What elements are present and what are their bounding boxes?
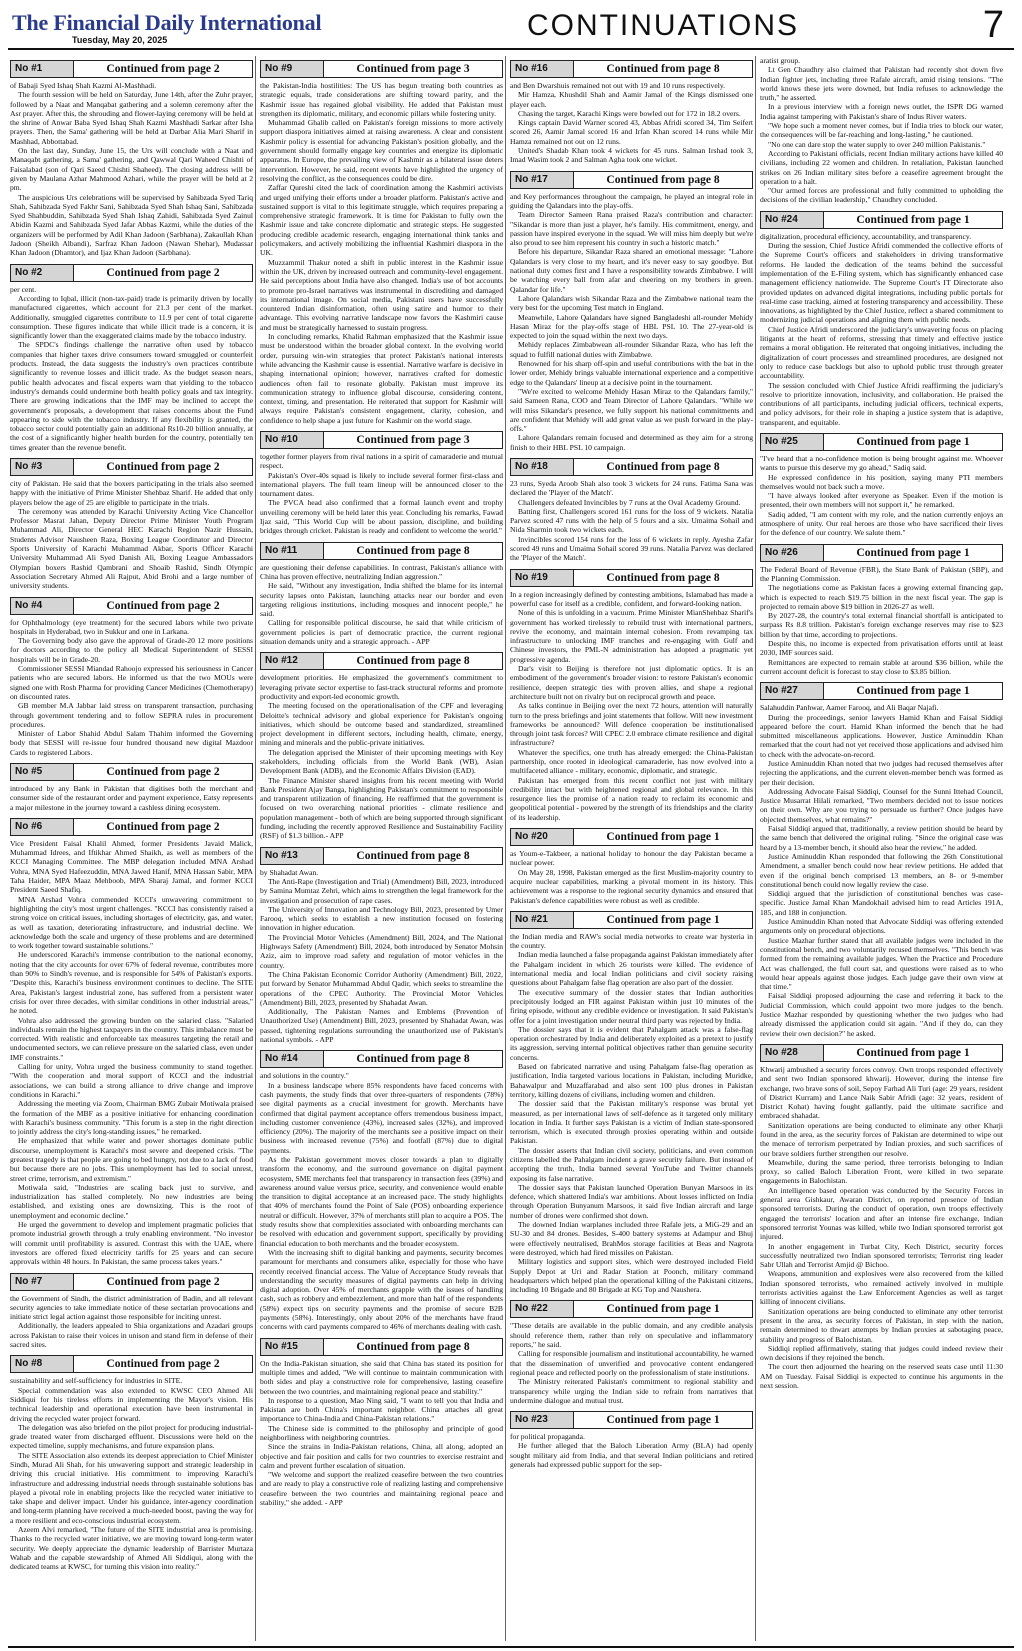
continuation-story: [10, 60, 253, 258]
story-paragraph: In a business landscape where 85% respondents have faced concerns with cash payments, the study finds that over three-quarters of respondents (78%) see digital payments as a crucial investment for growth. Merchants have confirmed that digital payment acceptance offers tremendous business impact, including customer convenience (43%), increased sales (32%), and improved efficiency (20%). The majority of the merchants see a positive impact on their business with increased revenue (75%) and footfall (87%) due to digital payments.: [260, 1080, 503, 1155]
story-paragraph: Azeem Alvi remarked, "The future of the SITE industrial area is promising. Thanks to the recycled water initiative, we are moving toward long-term water security. We deeply appreciate the dynamic leadership of Barrister Murtaza Wahab and the capable stewardship of Ahmed Ali Siddiqui, along with the dedicated teams at KWSC, for turning this vision into reality.": [10, 1525, 253, 1572]
story-body: [10, 81, 253, 258]
story-paragraph: Lahore Qalandars wish Sikandar Raza and the Zimbabwe national team the very best for the upcoming Test match in England.: [510, 293, 753, 313]
story-paragraph: The Ministry reiterated Pakistan's commitment to regional stability and transparency while urging the Indian side to refrain from narratives that undermine dialogue and mutual trust.: [510, 1377, 753, 1405]
story-body: [260, 563, 503, 647]
story-number: No #9: [261, 61, 324, 77]
story-body: [260, 81, 503, 425]
continued-label: Continued from page 1: [606, 1414, 720, 1427]
story-body: [760, 56, 1003, 205]
column-4: [760, 56, 1003, 1644]
story-paragraph: Zaffar Qureshi cited the lack of coordination among the Kashmiri activists and urged unifying their efforts under a broader platform. Pakistan's active and sustained support is vital to this legitimate struggle, which requires preparing a comprehensive strategic framework. It is time for Pakistan to fully own the Kashmir issue and take concrete diplomatic and strategic steps. He suggested producing credible academic research, engaging international think tanks and policymakers, and actively mobilizing the influential Kashmiri diaspora in the UK.: [260, 183, 503, 258]
story-number: No #3: [11, 459, 74, 475]
story-paragraph: aratist group.: [760, 56, 801, 65]
story-paragraph: "These details are available in the public domain, and any credible analysis should reference them, rather than rely on speculative and inflammatory reports," he said.: [510, 1321, 753, 1350]
story-header: [260, 542, 503, 560]
story-paragraph: Justice Mazhar further stated that all available judges were included in the constitutional bench, and two voluntarily recused themselves. "This bench was formed from the remaining available judges. When the Practice and Procedure Act was challenged, the full court sat, and questions were raised as to who would hear appeals against those judges. Each judge gave their own view at that time.": [760, 935, 1003, 992]
story-body: [760, 565, 1003, 677]
story-header: [510, 911, 753, 929]
story-header: [760, 433, 1003, 451]
column-1: [10, 56, 253, 1644]
story-body: [10, 784, 253, 812]
story-paragraph: digitalization, procedural efficiency, accountability, and transparency.: [760, 231, 972, 241]
story-paragraph: Motiwala said, "Industries are scaling back just to survive, and industrialization has stalled completely. No new industries are being established, and existing ones are downsizing. This is the root of unemployment and economic decline.": [10, 1182, 253, 1220]
story-body: [10, 618, 253, 757]
story-header: [10, 597, 253, 615]
story-paragraph: development priorities. He emphasized the government's commitment to leveraging private sector expertise to fast-track structural reforms and promote productivity and export-led economic growth.: [260, 673, 503, 701]
story-paragraph: "I've heard that a no-confidence motion is being brought against me. Whoever wants to pursue this deserve my go ahead," Sadiq said.: [760, 453, 1003, 473]
story-paragraph: Salahuddin Panhwar, Aamer Farooq, and Ali Baqar Najafi.: [760, 703, 939, 713]
continued-label: Continued from page 2: [106, 766, 220, 778]
story-body: [260, 868, 503, 1045]
story-header: [510, 1411, 753, 1429]
story-body: [760, 1065, 1003, 1390]
continuation-story: [260, 60, 503, 425]
story-paragraph: Additionally, the leaders appealed to Shia organizations and Azadari groups across Pakistan to raise their voices in unison and stand firm in defense of their sacred sites.: [10, 1321, 253, 1350]
story-paragraph: Justice Aminuddin Khan responded that following the 26th Constitutional Amendment, a smaller bench could now hear review petitions. He added that even if the original bench comprised 13 members, an 8- or 9-member constitutional bench could now legally review the case.: [760, 851, 1003, 889]
story-paragraph: In a region increasingly defined by contesting ambitions, Islamabad has made a powerful case for itself as a credible, confident, and forward-looking nation.: [510, 589, 753, 608]
story-paragraph: He expressed confidence in his position, saying many PTI members themselves would not back such a move.: [760, 472, 1003, 491]
story-paragraph: Remittances are expected to remain stable at around $36 billion, while the current account deficit is forecast to stay close to $3.85 billion.: [760, 657, 1003, 676]
continued-label: Continued from page 2: [106, 599, 220, 612]
story-paragraph: Additionally, The Pakistan Names and Emblems (Prevention of Unauthorized Use) (Amendment) Bill, 2023, presented by Shahadat Awan, was passed, tightening regulations surrounding the unauthorized use of Pakistan's national symbols. - APP: [260, 1007, 503, 1045]
story-paragraph: He underscored Karachi's immense contribution to the national economy, noting that the city accounts for over 67% of federal revenue, contributes more than 90% to Sindh's revenue, and is responsible for 54% of Pakistan's exports. "Despite this, Karachi's business environment continues to decline. The SITE Area, Pakistan's largest industrial zone, has suffered from a persistent water crisis for over three decades, with similar conditions in other industrial areas," he noted.: [10, 950, 253, 1016]
continued-label: Continued from page 2: [106, 266, 220, 279]
story-header: [260, 652, 503, 670]
story-paragraph: The negotiations come as Pakistan faces a growing external financing gap, which is expected to reach $19.75 billion in the next fiscal year. The gap is projected to remain above $19 billion in 2026-27 as well.: [760, 583, 1003, 611]
continued-label: Continued from page 2: [106, 820, 220, 833]
story-paragraph: MNA Arshad Vohra commended KCCI's unwavering commitment to highlighting the city's most urgent challenges. "KCCI has consistently raised a strong voice on critical issues, including shortages of electricity, gas, and water, as well as taxation, deteriorating infrastructure, and industrial decline. We acknowledge both the scale and urgency of these problems and are determined to work together toward sustainable solutions.": [10, 894, 253, 951]
issue-date: Tuesday, May 20, 2025: [72, 35, 168, 45]
continuation-story: [510, 1300, 753, 1405]
story-paragraph: He further alleged that the Baloch Liberation Army (BLA) had openly sought military aid from India, and that several Indian politicians and retired generals had expressed public support for the sep-: [510, 1441, 753, 1469]
story-body: [510, 1432, 753, 1469]
story-paragraph: The executive summary of the dossier states that Indian authorities precipitously lodged an FIR against Pakistan within just 10 minutes of the firing episode, without any credible evidence or investigation. It said Pakistan's offer for a joint investigation under neutral third party was rejected by India.: [510, 987, 753, 1025]
story-header: [260, 847, 503, 865]
story-paragraph: In concluding remarks, Khalid Rahman emphasized that the Kashmir issue must be understood within the broader global context. In the evolving world order, pursuing win-win strategies that protect Pakistan's national interests while advancing the Kashmir cause is essential. Narrative warfare is decisive in shaping international opinion; however, narratives crafted for domestic audiences often fail to resonate globally. Pakistan must improve its communication strategy to influence global discourse, considering content, context, timing, and presentation. He reiterated that support for Kashmir will always require Pakistan's consistent engagement, clarity, cohesion, and confidence to help shape a just future for Kashmir on the world stage.: [260, 332, 503, 425]
story-paragraph: the Indian media and RAW's social media networks to create war hysteria in the country.: [510, 931, 753, 951]
story-body: [10, 479, 253, 591]
story-body: [760, 703, 1003, 1038]
continuation-story: [760, 544, 1003, 677]
story-number: No #13: [261, 848, 324, 864]
continued-label: Continued from page 8: [606, 571, 720, 584]
continued-label: Continued from page 3: [356, 63, 470, 75]
story-number: No #12: [261, 653, 324, 669]
story-header: [260, 1338, 503, 1356]
continued-label: Continued from page 2: [106, 460, 220, 473]
story-paragraph: The dossier says that it is evident that Pahalgam attack was a false-flag operation orchestrated by India and deliberately exploited as a pretext to justify its aggression, serving internal political objectives rather than genuine security concerns.: [510, 1024, 753, 1062]
footer-rule: [8, 1646, 1014, 1648]
story-paragraph: Faisal Siddiqi argued that, traditionally, a review petition should be heard by the same bench that delivered the original ruling. "Since the original case was heard by a 13-member bench, it should also hear the review," he added.: [760, 824, 1003, 852]
story-paragraph: Pakistan's Over-40s squad is likely to include several former first-class and international players. The full team lineup will be announced closer to the tournament dates.: [260, 470, 503, 499]
story-number: No #18: [511, 459, 574, 475]
story-body: [10, 285, 253, 452]
continued-label: Continued from page 1: [856, 546, 970, 559]
story-paragraph: "No one can dare stop the water supply to over 240 million Pakistanis.": [768, 139, 986, 149]
story-paragraph: Justice Aminuddin Khan noted that Advocate Siddiqi was offering extended arguments only on procedural objections.: [760, 917, 1003, 936]
story-paragraph: Addressing the meeting via Zoom, Chairman BMG Zubair Motiwala praised the formation of the MBF as a positive initiative for enhancing coordination with Karachi's business community. "This forum is a step in the right direction to jointly address the city's long-standing issues," he remarked.: [10, 1099, 253, 1137]
story-number: No #14: [261, 1051, 324, 1067]
continuation-story: [760, 433, 1003, 538]
section-title: CONTINUATIONS: [526, 9, 800, 42]
story-body: [510, 932, 753, 1295]
continuation-story: [10, 597, 253, 757]
continued-label: Continued from page 8: [356, 1340, 470, 1353]
continued-label: Continued from page 1: [606, 1303, 720, 1316]
story-paragraph: In response to a question, Mao Ning said, "I want to tell you that India and Pakistan are both China's important neighbor. China attaches all great importance to China-India and China-Pakistan relations.": [260, 1395, 503, 1424]
story-paragraph: Justice Aminuddin Khan noted that two judges had recused themselves after rejecting the applications, and the current eleven-member bench was formed as per their decision.: [760, 759, 1003, 787]
story-paragraph: GB member M.A Jabbar laid stress on transparent transaction, purchasing through government tendering and to follow SEPRA rules in procurement procedures.: [10, 701, 253, 729]
story-paragraph: None of this is unfolding in a vacuum. Prime Minister MianShehbaz Sharif's government has worked tirelessly to rebuild trust with international partners, revive the economy, and maintain internal cohesion. From revamping tax infrastructure to unlocking IMF tranches and re-engaging with Gulf and Chinese investors, the PML-N administration has adopted a pragmatic yet progressive agenda.: [510, 608, 753, 664]
story-paragraph: On the India-Pakistan situation, she said that China has stated its position for multiple times and added, "We will continue to maintain communication with both sides and play a constructive role for comprehensive, lasting ceasefire between the two countries, and maintaining regional peace and stability.": [260, 1358, 503, 1396]
story-header: [10, 458, 253, 476]
story-paragraph: With the increasing shift to digital banking and payments, security becomes paramount for merchants and consumers alike, especially for those who have recently received financial access. The Value of Acceptance Study reveals that understanding the security measures of digital payments can help in driving digital adoption. Over 45% of merchants grapple with the issues of handling cash, such as robbery and embezzlement, and more than half of the respondents (58%) expect tips on security payments and the promise of secure B2B payments (58%). Interestingly, only about 20% of the merchants have fraud concerns with card payments compared to 46% of merchants dealing with cash.: [260, 1247, 503, 1332]
story-body: [260, 452, 503, 536]
story-paragraph: Military logistics and support sites, which were destroyed included Field Supply Depot at Uri and Radar Station at Poonch, military command headquarters which helped plan the operational killing of the Pakistani citizens, including 10 Brigade and 80 Brigade at KG Top and Naushera.: [510, 1257, 753, 1295]
story-number: No #7: [11, 1274, 74, 1290]
story-paragraph: The Federal Board of Revenue (FBR), the State Bank of Pakistan (SBP), and the Planning Commission.: [760, 564, 1003, 583]
story-paragraph: Weapons, ammunition and explosives were also recovered from the killed Indian sponsored terrorists, who remained actively involved in multiple terrorists activities against the Law Enforcement Agencies as well as target killing of innocent civilians.: [760, 1269, 1003, 1307]
continuation-story: [10, 818, 253, 1267]
story-paragraph: Kings captain David Warner scored 43, Abbas Afridi scored 34, Tim Seifert scored 26, Aamir Jamal scored 16 and Irfan Khan scored 14 runs while Mir Hamza remained not out on 12 runs.: [510, 118, 753, 146]
story-number: No #6: [11, 819, 74, 835]
continuation-story: [10, 1355, 253, 1571]
column-3: [510, 56, 753, 1644]
story-paragraph: The auspicious Urs celebrations will be supervised by Sahibzada Syed Tariq Shah, Sahibzada Syed Fakhr Sani, Sahibzada Syed Shah Ishaq Sani, Sahibzada Syed Shahbuddin, Sahibzada Syed Shah Ishaq Zahidi, Sahibzada Syed Zainul Abidin Kazmi and Sahibzada Syed Jafar Abbas Kazmi, while the duties of the organizers will be performed by Adil Khan Jadoon (Sarbhana), Zakaullah Khan Jadoon (Sheikh Albandi), Sarfraz Khan Jadoon (Nawan Shehar), Mudassar Khan Jadoon (Dhamtor), and Ijaz Khan Jadoon (Sarbhana).: [10, 192, 253, 258]
story-number: No #19: [511, 570, 574, 586]
story-paragraph: as Youm-e-Takbeer, a national holiday to honour the day Pakistan became a nuclear power.: [510, 849, 753, 868]
story-paragraph: The Finance Minister shared insights from his recent meeting with World Bank President Ajay Banga, highlighting Pakistan's commitment to responsible and transparent utilization of financing. He reaffirmed that the government is focused on two overarching national priorities - climate resilience and population management - both of which are being supported through significant funding, including the recently approved Resilience and Sustainability Facility (RSF) of $1.3 billion.- APP: [260, 775, 503, 841]
continued-label: Continued from page 2: [106, 63, 220, 75]
story-header: [760, 544, 1003, 562]
continued-label: Continued from page 8: [606, 173, 720, 186]
story-header: [260, 60, 503, 78]
continued-label: Continued from page 1: [856, 435, 970, 448]
story-header: [10, 1273, 253, 1291]
newspaper-name: The Financial Daily International: [12, 10, 322, 35]
story-number: No #28: [761, 1045, 824, 1061]
story-paragraph: Renowned for his sharp off-spin and useful contributions with the bat in the lower order, Mehidy brings valuable international experience and a competitive edge to the Qalandars' lineup at a decisive point in the tournament.: [510, 359, 753, 387]
continuation-story: [510, 1411, 753, 1469]
story-paragraph: Special commendation was also extended to KWSC CEO Ahmed Ali Siddiqui for his tireless efforts in implementing the Mayor's vision. His technical leadership and operational execution have been instrumental in driving the recycled water project forward.: [10, 1385, 253, 1423]
continuation-story: [260, 652, 503, 840]
story-paragraph: Calling for responsible political discourse, he said that while criticism of government policies is part of democratic practice, the current regional situation demands unity and a strategic approach. - APP: [260, 618, 503, 647]
story-paragraph: The SPDC's findings challenge the narrative often used by tobacco companies that higher taxes drive consumers toward smuggled or counterfeit products. Instead, the data suggests the industry's own practices contribute significantly to revenue losses and illicit trade. As the budget season nears, public health advocates and fiscal experts warn that yielding to the tobacco industry's demands could undermine both health policy goals and tax integrity. There are growing indications that the IMF may be inclined to accept the government's proposals, a development that raises concerns about the Fund appearing to side with the tobacco industry. If any flexibility is granted, the tobacco sector could potentially gain an additional Rs10-20 billion annually, at the cost of a significantly higher health burden for the country, potentially ten times greater than the revenue benefit.: [10, 340, 253, 452]
continued-label: Continued from page 8: [356, 1053, 470, 1066]
story-paragraph: and Ben Dwarshuis remained not out with 19 and 10 runs respectively.: [510, 81, 726, 90]
story-paragraph: He emphasized that while water and power shortages dominate public discourse, unemployment is Karachi's most severe and deepened crisis. "The greatest tragedy is that people are going to bed hungry, not due to a lack of food but because there are no jobs. This unemployment has led to social unrest, street crime, terrorism, and extremism.": [10, 1136, 253, 1183]
story-paragraph: An intelligence based operation was conducted by the Security Forces in general area Gishkaur, Awaran District, on reported presence of Indian sponsored terrorists. During the conduct of operation, own troops effectively engaged the terrorists' location and after an intense fire exchange, Indian sponsored terrorist Younas was killed, while two Indian sponsored terrorist got injured.: [760, 1185, 1003, 1242]
story-header: [10, 60, 253, 78]
continuation-story: [760, 211, 1003, 427]
continuation-story: [10, 763, 253, 812]
story-paragraph: Whatever the specifics, one truth has already emerged: the China-Pakistan partnership, once rooted in ideological camaraderie, has now evolved into a multifaceted alliance - military, economic, diplomatic, and strategic.: [510, 747, 753, 776]
story-body: [510, 479, 753, 563]
continuation-story: [760, 1044, 1003, 1390]
story-paragraph: Muhammad Ghalib called on Pakistan's foreign missions to more actively support diaspora initiatives aimed at raising awareness. A clear and consistent Kashmir policy is essential for advancing Pakistan's position globally, and the government should formally engage key countries and energize its diplomatic apparatus. In Europe, the prevailing view of Kashmir as a bilateral issue deters intervention. However, he said, recent events have highlighted the urgency of resolving the conflict, as the consequences could be dire.: [260, 118, 503, 183]
story-paragraph: introduced by any Bank in Pakistan that digitises both the merchant and consumer side of the restaurant order and payment experience, Eatsy represents a major milestone in the journey toward a cashless dining ecosystem.: [10, 784, 253, 812]
continued-label: Continued from page 8: [356, 655, 470, 668]
story-number: No #8: [11, 1356, 74, 1372]
story-paragraph: "We're excited to welcome Mehidy Hasan Miraz to the Qalandars family," said Sameen Rana, COO and Team Director of Lahore Qalandars. "While we will miss Sikandar's presence, we fully support his national commitments and are confident that Mehidy will add great value as we push forward in the play-offs.": [510, 386, 753, 434]
story-paragraph: The China Pakistan Economic Corridor Authority (Amendment) Bill, 2022, put forward by Senator Muhammad Abdul Qadir, which seeks to streamline the operations of the CPEC Authority. The Provincial Motor Vehicles (Amendment) Bill, 2023, presented by Shahadat Awan.: [260, 969, 503, 1007]
column-divider: [755, 56, 756, 1641]
story-header: [10, 1355, 253, 1373]
story-paragraph: According to Pakistani officials, recent Indian military actions have killed 40 civilians, including 22 women and children. In retaliation, Pakistan launched strikes on 26 Indian military sites before a ceasefire agreement brought the operation to a halt.: [760, 148, 1003, 186]
story-header: [260, 431, 503, 449]
story-paragraph: Calling for responsible journalism and institutional accountability, he warned that the dissemination of unverified and provocative content endangered regional peace and reflected poorly on the professionalism of state institutions.: [510, 1349, 753, 1377]
story-number: No #17: [511, 172, 574, 188]
story-paragraph: Commissioner SESSI Miandad Rahoojo expressed his seriousness in Cancer patients who are secured labors. He informed us that the two MOUs were signed one with Rosh Pharma for providing Cancer Medicines (Chemotherapy) on discounted rates.: [10, 664, 253, 701]
story-paragraph: On the last day, Sunday, June 15, the Urs will conclude with a Naat and Manaqabt gathering, a Sama' gathering, and Qawwal Qari Waheed Chishti of Faisalabad (son of Qari Saeed Chishti Shaheed). The closing address will be given by Maulana Azhar Mahmood Azhari, while the prayer will be held at 2 pm.: [10, 146, 253, 193]
story-number: No #22: [511, 1301, 574, 1317]
continuation-story: [760, 682, 1003, 1038]
story-paragraph: The Anti-Rape (Investigation and Trial) (Amendment) Bill, 2023, introduced by Samina Mumtaz Zehri, which aims to strengthen the legal framework for the investigation and prosecution of rape cases.: [260, 876, 503, 905]
story-paragraph: The PVCA head also confirmed that a formal launch event and trophy unveiling ceremony will be held later this year. Concluding his remarks, Fawad Ijaz said, "This World Cup will be about passion, discipline, and building bridges through cricket. Pakistan is ready and confident to welcome the world.": [260, 498, 503, 536]
story-header: [510, 171, 753, 189]
story-paragraph: Despite this, no income is expected from privatisation efforts until at least 2030, IMF sources said.: [760, 639, 1003, 658]
continued-label: Continued from page 1: [856, 1046, 970, 1059]
story-paragraph: Indian media launched a false propaganda against Pakistan immediately after the Pahalgam incident in which 26 tourists were killed. The evidence of international media and local Indian politicians and civil society raising questions about Pahalgam false flag operation are also part of the dossier.: [510, 950, 753, 988]
story-header: [510, 1300, 753, 1318]
story-number: No #20: [511, 829, 574, 845]
story-paragraph: The downed Indian warplanes included three Rafale jets, a MiG-29 and an SU-30 and 84 drones. Besides, S-400 battery systems at Adampur and Bhuj were effectively neutralised, BrahMos storage facilities at Beas and Nagrota were destroyed, which had fired missiles on Pakistan.: [510, 1220, 753, 1257]
continuation-story: [510, 458, 753, 563]
story-paragraph: According to Iqbal, illicit (non-tax-paid) trade is primarily driven by locally manufactured cigarettes, which account for 21.3 per cent of the market. Additionally, smuggled cigarettes contribute to 11.9 per cent of total cigarette consumption. These figures indicate that while illicit trade is a concern, it is significantly lower than the exaggerated claims made by the tobacco industry.: [10, 293, 253, 341]
story-paragraph: He urged the government to develop and implement pragmatic policies that promote industrial growth through a truly enabling environment. "No investor will commit until profitability is assured. Contrast this with the UAE, where investors are offered fixed electricity tariffs for 25 years and can secure approvals within 48 hours. In Pakistan, the same process takes years.": [10, 1220, 253, 1267]
story-number: No #21: [511, 912, 574, 928]
continued-label: Continued from page 1: [606, 913, 720, 926]
story-paragraph: The delegation was also briefed on the pilot project for producing industrial-grade treated water from discharged effluent. Discussions were held on the expected timeline, supply mechanisms, and future expansion plans.: [10, 1422, 253, 1451]
story-paragraph: Chasing the target, Karachi Kings were bowled out for 172 in 18.2 overs.: [518, 108, 741, 118]
story-paragraph: During the session, Chief Justice Afridi commended the collective efforts of the Supreme Court's officers and stakeholders in driving transformative reforms. He lauded the dedication of the teams behind the successful implementation of the E-Filing system, which has significantly enhanced case management efficiency nationwide. The Supreme Court's IT Directorate also provided updates on advanced digital integrations, including public portals for real-time case tracking, aimed at fostering transparency and accessibility. These innovations, as highlighted by the Chief Justice, reflect a shared commitment to modernizing judicial operations and aligning them with public needs.: [760, 241, 1003, 325]
story-number: No #24: [761, 212, 824, 228]
story-paragraph: Vohra also addressed the growing burden on the salaried class. "Salaried individuals remain the highest taxpayers in the country. This imbalance must be corrected. With realistic and enforceable tax measures targeting the retail and undocumented sectors, we can relieve pressure on the salaried class, even under IMF constraints.": [10, 1015, 253, 1062]
story-paragraph: Mir Hamza, Khushdil Shah and Aamir Jamal of the Kings dismissed one player each.: [510, 90, 753, 109]
story-header: [760, 682, 1003, 700]
story-number: No #15: [261, 1339, 324, 1355]
story-paragraph: Challengers defeated Invincibles by 7 runs at the Oval Academy Ground.: [518, 497, 741, 507]
story-paragraph: Muzzammil Thakur noted a shift in public interest in the Kashmir issue within the UK, driven by increased outreach and community-level engagement. He said perceptions about India have also changed. India's use of bot accounts to promote pro-Israel narratives was instrumental in discrediting and damaged its international image. On social media, Pakistani users have successfully countered Indian disinformation, often using satire and humor to their advantage. This evolving narrative landscape now favors the Kashmiri cause and must be strategically harnessed to sustain progress.: [260, 257, 503, 332]
continuation-story: [260, 1338, 503, 1508]
story-number: No #11: [261, 543, 324, 559]
story-body: [10, 839, 253, 1267]
continuation-story: [10, 1273, 253, 1350]
story-body: [260, 1071, 503, 1331]
story-paragraph: The Provincial Motor Vehicles (Amendment) Bill, 2024, and The National Highways Safety (Amendment) Bill, 2024, both introduced by Senator Mohsin Aziz, aim to improve road safety and regulation of motor vehicles in the country.: [260, 932, 503, 970]
story-paragraph: Before his departure, Sikandar Raza shared an emotional message: "Lahore Qalandars is very close to my heart, and it's never easy to say goodbye. But national duty comes first and I have a responsibility towards Zimbabwe. I will be watching every ball from afar and cheering on my brothers in green. Qalandar for life.": [510, 247, 753, 294]
continuation-story: [10, 264, 253, 452]
story-paragraph: Calling for unity, Vohra urged the business community to stand together. "With the cooperation and moral support of KCCI and the industrial associations, we can build a strong alliance to drive change and improve conditions in Karachi.": [10, 1062, 253, 1099]
story-paragraph: The session concluded with Chief Justice Afridi reaffirming the judiciary's resolve to prioritize innovation, inclusivity, and collaboration. He praised the contributions of all participants, including judicial officers, technical experts, and policy advisors, for their role in shaping a justice system that is adaptive, transparent, and equitable.: [760, 380, 1003, 427]
story-body: [10, 1294, 253, 1350]
story-paragraph: The court then adjourned the hearing on the reserved seats case until 11:30 AM on Tuesday. Faisal Siddiqi is expected to continue his arguments in the next session.: [760, 1362, 1003, 1390]
story-paragraph: By 2027-28, the country's total external financial shortfall is anticipated to surpass Rs 8.8 trillion. Pakistan's foreign exchange reserves may rise to $23 billion by that time, according to projections.: [760, 611, 1003, 639]
story-paragraph: sustainability and self-sufficiency for industries in SITE.: [10, 1376, 183, 1386]
story-header: [510, 569, 753, 587]
masthead: [8, 4, 1014, 46]
continuation-story: [510, 569, 753, 822]
masthead-rule: [8, 48, 1014, 50]
story-paragraph: The Chinese side is committed to the philosophy and principle of good neighborliness with neighboring countries.: [260, 1423, 503, 1442]
story-body: [510, 81, 753, 165]
story-paragraph: Addressing Advocate Faisal Siddiqi, Counsel for the Sunni Ittehad Council, Justice Musarrat Hilali remarked, "Two members decided not to issue notices on their own. Why are you trying to persuade us further? Once judges have objected themselves, what remains?": [760, 786, 1003, 824]
story-paragraph: of Babaji Syed Ishaq Shah Kazmi Al-Mashhadi.: [10, 81, 157, 90]
story-paragraph: Based on fabricated narrative and using Pahalgam false-flag operation as justification, India targeted various locations in Pakistan, including Muridke, Bahawalpur and Muzaffarabad and also sent 100 plus drones in Pakistan territory, killing dozens of civilians, including women and children.: [510, 1062, 753, 1099]
story-paragraph: Mehidy replaces Zimbabwean all-rounder Sikandar Raza, who has left the squad to fulfill national duties with Zimbabwe.: [510, 340, 753, 359]
continuation-story: [10, 458, 253, 591]
story-paragraph: The meeting focused on the operationalisation of the CPF and leveraging Deloitte's technical advisory and global experience for Pakistan's ongoing initiatives, which should be outcome based and standardized, streamlined project development in different sectors, including health, climate, energy, mining and minerals and the public-private initiatives.: [260, 701, 503, 748]
story-paragraph: Meanwhile, during the same period, three terrorists belonging to Indian proxy, so called Baloch Liberation Front, were killed in two separate engagements in Balochistan.: [760, 1157, 1003, 1186]
story-paragraph: for political propaganda.: [510, 1432, 585, 1442]
story-paragraph: Siddiqi replied affirmatively, stating that judges could indeed review their own decisions if they rejoined the bench.: [760, 1343, 1003, 1363]
story-paragraph: for Ophthalmology (eye treatment) for the secured labors while two private hospitals in Hyderabad, two in Sukkur and one in Larkana.: [10, 617, 253, 636]
story-paragraph: and solutions in the country.": [260, 1071, 349, 1081]
story-paragraph: and Key performances throughout the campaign, he played an integral role in guiding the Qalandars into the play-offs.: [510, 191, 753, 210]
continued-label: Continued from page 3: [356, 433, 470, 446]
story-paragraph: During the proceedings, senior lawyers Hamid Khan and Faisal Siddiqi appeared before the court. Hamid Khan informed the bench that he had submitted miscellaneous applications. However, Justice Aminuddin Khan remarked that the court had not yet received those applications and advised him to check with the advocate-on-record.: [760, 712, 1003, 759]
story-paragraph: He said, "Without any investigation, India shifted the blame for its internal security lapses onto Pakistan, launching attacks near our border and even targeting religious institutions, including mosques and innocent people," he said.: [260, 581, 503, 619]
story-number: No #4: [11, 598, 74, 614]
story-paragraph: The Governing body also gave the approval of Grade-20 12 more positions for doctors according to the policy all Medical Superintendent of SESSI hospitals will be in Grade-20.: [10, 636, 253, 664]
story-paragraph: Sanitization operations are being conducted to eliminate any other terrorist present in the area, as security forces of Pakistan, in step with the nation, remain determined to thwart attempts by Indian proxies at sabotaging peace, stability and progress of Balochistan.: [760, 1306, 1003, 1344]
story-paragraph: Minister of Labor Shahid Abdul Salam Thahim informed the Governing body that SESSI will re-issue four hundred thousand new digital Mazdoor Cards to registered Labors.: [10, 729, 253, 757]
story-paragraph: Chief Justice Afridi underscored the judiciary's unwavering focus on placing litigants at the heart of reforms, stressing that timely and effective justice remains a moral obligation. He reiterated that ongoing initiatives, including the digitalization of court processes and streamlined procedures, are designed not only to reduce case backlogs but also to uphold public trust through greater accountability.: [760, 324, 1003, 381]
story-paragraph: are questioning their defense capabilities. In contrast, Pakistan's alliance with China has proven effective, neutralizing Indian aggression.": [260, 562, 503, 581]
continued-label: Continued from page 8: [606, 460, 720, 473]
story-paragraph: Team Director Sameen Rana praised Raza's contribution and character: "Sikandar is more than just a player, he's family. His commitment, energy, and passion have inspired everyone in the squad. We will miss him deeply but we're also proud to see him represent his country in such a historic match.": [510, 210, 753, 248]
continued-label: Continued from page 1: [606, 831, 720, 844]
story-body: [260, 1359, 503, 1508]
story-paragraph: 23 runs, Syeda Aroob Shah also took 3 wickets for 24 runs. Fatima Sana was declared the 'Player of the Match'.: [510, 478, 753, 498]
continuation-story: [260, 1050, 503, 1331]
story-paragraph: Since the strains in India-Pakistan relations, China, all along, adopted an objective and fair position and calls for two countries to exercise restraint and calm and prevent further escalation of situation.: [260, 1442, 503, 1470]
story-header: [10, 763, 253, 781]
story-paragraph: In a previous interview with a foreign news outlet, the ISPR DG warned India against tampering with Pakistan's share of Indus River waters.: [760, 102, 1003, 121]
story-paragraph: The dossier said that the Pakistan military's response was brutal yet measured, as per international laws of self-defence as it targeted only military location in India. It further says Pakistan is a victim of Indian state-sponsored terrorism, which is executed through proxies operating within and outside Pakistan.: [510, 1099, 753, 1146]
continued-label: Continued from page 8: [356, 849, 470, 862]
story-header: [760, 1044, 1003, 1062]
story-number: No #16: [511, 61, 574, 77]
story-paragraph: Pakistan has emerged from this recent conflict not just with military credibility intact but with heightened regional and global relevance. In this resurgence lies the promise of a nation ready to reclaim its economic and geopolitical potential - powered by the strength of its friendships and the clarity of its leadership.: [510, 775, 753, 822]
continued-label: Continued from page 1: [856, 213, 970, 226]
story-number: No #25: [761, 434, 824, 450]
story-paragraph: The University of Innovation and Technology Bill, 2023, presented by Umer Farooq, which seeks to establish a new institution focused on fostering innovation in higher education.: [260, 904, 503, 933]
column-2: [260, 56, 503, 1644]
story-number: No #1: [11, 61, 74, 77]
story-body: [510, 192, 753, 452]
story-body: [760, 232, 1003, 427]
story-paragraph: Vice President Faisal Khalil Ahmed, former Presidents Javaid Malick, Muhammad Idrees, and Iftikhar Ahmed Shaikh, as well as members of the KCCI Managing Committee. The MBP delegation included MNA Arshad Vohra, MNA Syed Hafeezuddin, MNA Jawed Hanif, MNA Hassan Sabir, MPA Taha Haider, MPA Maaz Mehboob, MPA Sharaj Jamal, and former KCCI President Saeed Shafiq.: [10, 838, 253, 895]
continuation-story: [260, 431, 503, 536]
story-body: [510, 590, 753, 822]
continuation-story: [760, 56, 1003, 205]
story-paragraph: The dossier asserts that Indian civil society, politicians, and even common citizens labelled the Pahalgam incident a grave security failure. But instead of accepting the truth, India banned several YouTube and Twitter channels exposing its false narrative.: [510, 1145, 753, 1183]
story-paragraph: together former players from rival nations in a spirit of camaraderie and mutual respect.: [260, 451, 503, 471]
story-header: [760, 211, 1003, 229]
story-paragraph: Batting first, Challengers scored 161 runs for the loss of 9 wickets. Natalia Parvez scored 47 runs with the help of 5 fours and a six. Umaima Sohail and Nida Sharmin took two wickets each.: [510, 506, 753, 535]
story-body: [510, 1321, 753, 1405]
story-paragraph: The dossier says that Pakistan launched Operation Bunyan Marsoos in its defence, which shattered India's war ambitions. About losses inflicted on India through Operation Bunyanum Marsoos, it said five Indian aircraft and large number of drones were confirmed shot down.: [510, 1182, 753, 1220]
story-paragraph: city of Pakistan. He said that the boxers participating in the trials also seemed happy with the initiative of Prime Minister Shehbaz Sharif. He added that only players below the age of 25 are eligible to participate in the trials.: [10, 478, 253, 507]
story-header: [10, 264, 253, 282]
continuation-story: [510, 60, 753, 165]
story-paragraph: Sanitization operations are being conducted to eliminate any other Kharji found in the area, as the security forces of Pakistan are determined to wipe out the menace of terrorism perpetrated by Indian proxies, and such sacrifices of our brave soldiers further strengthen our resolve.: [760, 1120, 1003, 1158]
story-header: [510, 458, 753, 476]
story-paragraph: "Our armed forces are professional and fully committed to upholding the decisions of the civilian leadership," Chaudhry concluded.: [760, 186, 1003, 205]
story-paragraph: Lt Gen Chaudhry also claimed that Pakistan had recently shot down five Indian fighter jets, including three Rafale aircraft, amid rising tensions. "The world knows these jets were downed, but India refuses to acknowledge the truth," he asserted.: [760, 65, 1003, 103]
story-paragraph: The ceremony was attended by Karachi University Acting Vice Chancellor Professor Masrat Jahan, Deputy Director Prime Minister Youth Program Muhammad Ali, Director General HEC Karachi Region Nazir Hussain, Students Advisor Nausheen Raza, Boxing League Coordinator and Director Sports University of Karachi Muhammad Akbar, Sports Officer Karachi University Muhammad Ali Syed Danish Ali, Boxing League Ambassadors Olympian boxers Rashid Qambrani and Shoaib Rashid, Sindh Olympic Association Secretary Ahmed Ali Rajput, Abid Brohi and a large number of university students.: [10, 506, 253, 591]
story-paragraph: In another engagement in Turbat City, Kech District, security forces successfully neutralized two Indian sponsored terrorists; Terrorist ring leader Sabr Ullah and Terrorist Amjid @ Bichoo.: [760, 1241, 1003, 1270]
story-paragraph: As talks continue in Beijing over the next 72 hours, attention will naturally turn to the press briefings and joint statements that follow. Will new investment frameworks be announced? Will defence cooperation be institutionalised through joint task forces? Will CPEC 2.0 embrace climate resilience and digital infrastructure?: [510, 701, 753, 748]
continued-label: Continued from page 2: [106, 1358, 220, 1371]
continuation-story: [260, 847, 503, 1045]
story-number: No #5: [11, 764, 74, 780]
story-paragraph: the Government of Sindh, the district administration of Badin, and all relevant security agencies to take immediate notice of these sectarian provocations and initiate strict legal action against those responsible for inciting unrest.: [10, 1293, 253, 1322]
story-number: No #26: [761, 545, 824, 561]
story-number: No #10: [261, 432, 324, 448]
story-paragraph: Lahore Qalandars remain focused and determined as they aim for a strong finish to their HBL PSL 10 campaign.: [510, 433, 753, 452]
story-paragraph: "We hope such a moment never comes, but if India tries to block our water, the consequences will be far-reaching and long-lasting," he cautioned.: [760, 121, 1003, 140]
story-paragraph: Meanwhile, Lahore Qalandars have signed Bangladeshi all-rounder Mehidy Hasan Miraz for the play-offs stage of HBL PSL 10. The 27-year-old is expected to join the squad within the next two days.: [510, 312, 753, 341]
story-paragraph: Dar's visit to Beijing is therefore not just diplomatic optics. It is an embodiment of the government's broader vision: to restore Pakistan's economic resilience, deepen strategic ties with proven allies, and shape a regional architecture built not on rivalry but on reciprocal growth and peace.: [510, 664, 753, 701]
story-paragraph: United's Shadab Khan took 4 wickets for 45 runs. Salman Irshad took 3, Imad Wasim took 2 and Salman Agha took one wicket.: [510, 146, 753, 165]
story-paragraph: Khwarij ambushed a security forces convoy. Own troops responded effectively and sent two Indian sponsored khwarij. However, during the intense fire exchange, two brave sons of soil, Sepoy Farhad Ali Turi (age: 29 years, resident of District Kurram) and Lance Naik Sabir Afridi (age: 32 years, resident of District Kohat) having fought gallantly, paid the ultimate sacrifice and embraced shahadat.: [760, 1064, 1003, 1121]
continued-label: Continued from page 8: [356, 544, 470, 557]
story-number: No #27: [761, 683, 824, 699]
story-paragraph: The delegation apprised the Minister of their upcoming meetings with Key stakeholders, including officials from the World Bank (WB), Asian Development Bank (ADB), and the Economic Affairs Division (EAD).: [260, 747, 503, 776]
continued-label: Continued from page 2: [106, 1275, 220, 1288]
continued-label: Continued from page 1: [856, 685, 970, 698]
story-body: [10, 1376, 253, 1571]
story-header: [510, 828, 753, 846]
story-paragraph: On May 28, 1998, Pakistan emerged as the first Muslim-majority country to acquire nuclear capabilities, marking a pivotal moment in its history. This achievement was a response to the regional security dynamics and ensured that Pakistan's defence capabilities were robust as well as credible.: [510, 867, 753, 905]
story-paragraph: As the Pakistan government moves closer towards a plan to digitally transform the economy, and the surround governance on digital payment ecosystem, SME merchants feel that transparency in transaction fees (39%) and awareness around value versus price, security, and convenience would enable the transition to digital acceptance at an increased pace. The study highlights that 40% of merchants found the Point of Sale (POS) onboarding experience neutral or difficult. However, 37% of merchants still plan to acquire a POS. The study results show that complexities associated with onboarding merchants can be resolved with education and government support, specifically by providing financial education to both merchants and the broader ecosystem.: [260, 1154, 503, 1248]
story-paragraph: Invincibles scored 154 runs for the loss of 6 wickets in reply. Ayesha Zafar scored 49 runs and Umaima Sohail scored 39 runs. Natalia Parvez was declared the 'Player of the Match'.: [510, 534, 753, 563]
continuation-story: [510, 828, 753, 905]
story-paragraph: "I have always looked after everyone as Speaker. Even if the motion is presented, their own members will not support it," he remarked.: [760, 491, 1003, 510]
continuation-story: [510, 911, 753, 1295]
continued-label: Continued from page 8: [606, 63, 720, 75]
continuation-story: [260, 542, 503, 647]
story-header: [10, 818, 253, 836]
column-divider: [505, 56, 506, 1641]
story-paragraph: Sadiq added, "I am content with my role, and the nation currently enjoys an atmosphere of unity. Our real heroes are those who have sacrificed their lives for the defence of our country. We salute them.": [760, 509, 1003, 538]
story-number: No #2: [11, 265, 74, 281]
story-paragraph: per cent.: [10, 284, 37, 294]
story-paragraph: The SITE Association also extends its deepest appreciation to Chief Minister Sindh, Murad Ali Shah, for his unwavering support and strategic leadership in driving this crucial initiative. His commitment to improving Karachi's infrastructure and addressing industrial needs through sustainable solutions has played a pivotal role in enabling projects like the recycled water initiative to take shape and deliver impact. Under his guidance, inter-agency coordination and long-term planning have received a much-needed boost, paving the way for a more resilient and eco-conscious industrial ecosystem.: [10, 1450, 253, 1525]
story-paragraph: Faisal Siddiqi proposed adjourning the case and referring it back to the Judicial Commission, which could appoint two more judges to the bench. Justice Mazhar responded by questioning whether the two judges who had already dismissed the application could sit again. "And if they do, can they review their own decision?" he asked.: [760, 991, 1003, 1038]
continuation-story: [510, 171, 753, 452]
page-number: 7: [982, 4, 1004, 46]
story-paragraph: "We welcome and support the realized ceasefire between the two countries and are ready to play a constructive role of realizing lasting and comprehensive ceasefire between the two countries and maintaining regional peace and stability," she added. - APP: [260, 1470, 503, 1508]
column-divider: [255, 56, 256, 1641]
story-header: [510, 60, 753, 78]
story-paragraph: The fourth session will be held on Saturday, June 14th, after the Zuhr prayer, followed by a Naat and Manqabat gathering and a solemn ceremony after the Asr prayer. After this, the shrouding and flower-laying ceremony will be held at the shrine of Anwar Baba Syed Ishaq Shah Kazmi Mashhadi Sarkar after Isha prayers. Then, the Sama' gathering will be held at Darbar Alia Mari Sharif in Mashhad, Abbottabad.: [10, 90, 253, 146]
story-body: [260, 673, 503, 840]
story-number: No #23: [511, 1412, 574, 1428]
story-paragraph: by Shahadat Awan.: [260, 867, 319, 877]
story-body: [760, 454, 1003, 538]
story-paragraph: the Pakistan-India hostilities: The US has begun treating both countries as strategic equals, trade considerations are shifting toward parity, and the Kashmir issue has regained global visibility. He added that Pakistan must strengthen its diplomatic, military, and economic pillars while fostering unity.: [260, 81, 503, 118]
story-paragraph: Siddiqi argued that the jurisdiction of constitutional benches was case-specific. Justice Jamal Khan Mandokhail advised him to read Articles 191A, 185, and 188 in conjunction.: [760, 889, 1003, 917]
story-header: [260, 1050, 503, 1068]
story-body: [510, 849, 753, 905]
